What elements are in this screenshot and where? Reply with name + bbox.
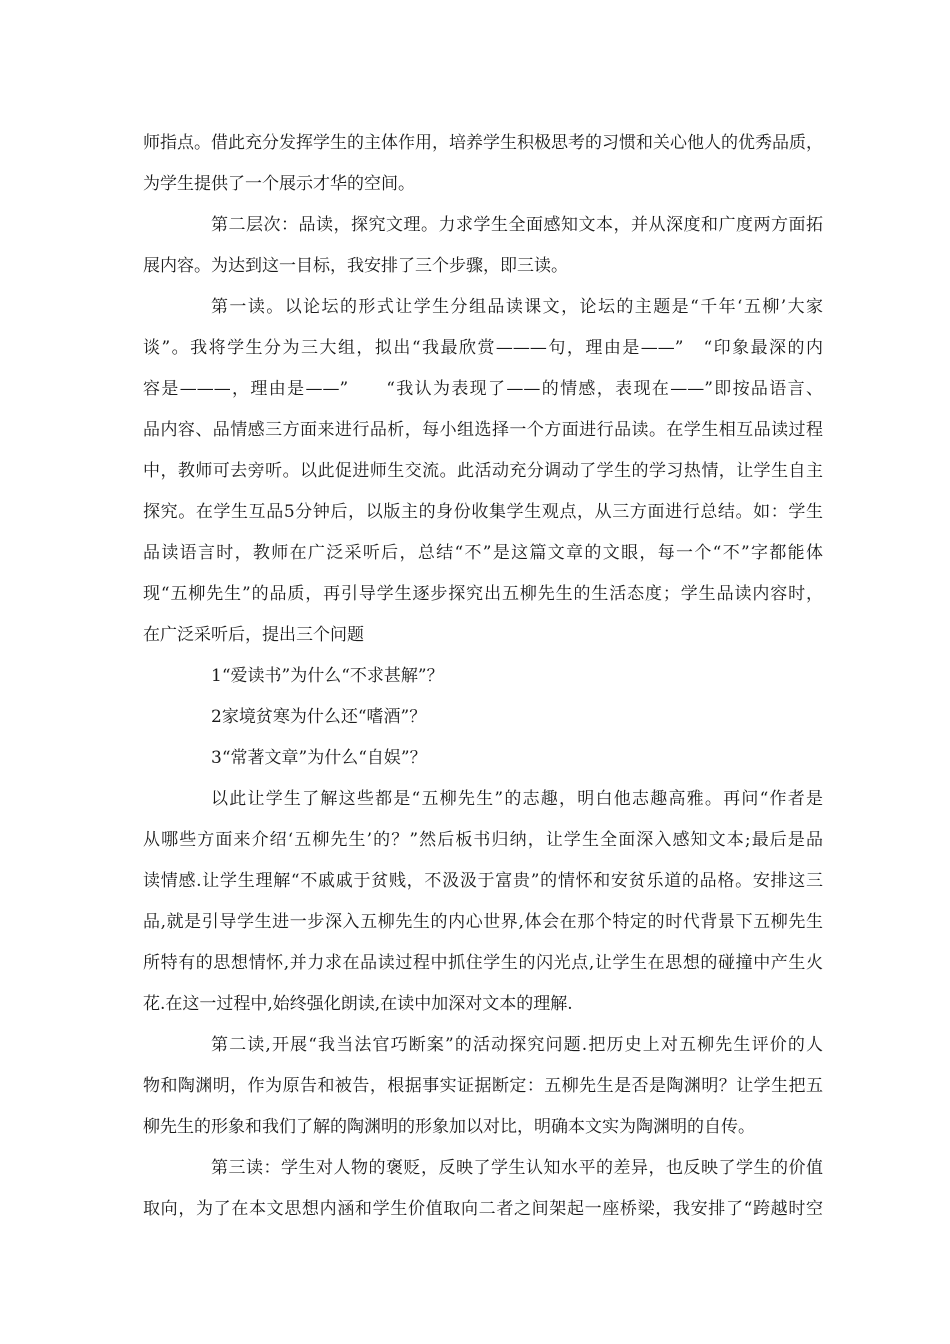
- text-line: 物和陶渊明，作为原告和被告，根据事实证据断定：五柳先生是否是陶渊明？让学生把五: [143, 1076, 823, 1096]
- text-line: 从哪些方面来介绍‘五柳先生’的？”然后板书归纳，让学生全面深入感知文本;最后是品: [143, 830, 823, 850]
- text-line: 第二层次：品读，探究文理。力求学生全面感知文本，并从深度和广度两方面拓: [211, 215, 823, 235]
- text-line: 柳先生的形象和我们了解的陶渊明的形象加以对比，明确本文实为陶渊明的自传。: [143, 1117, 755, 1137]
- text-line: 师指点。借此充分发挥学生的主体作用，培养学生积极思考的习惯和关心他人的优秀品质，: [143, 133, 823, 153]
- text-line: 取向，为了在本文思想内涵和学生价值取向二者之间架起一座桥梁，我安排了“跨越时空: [143, 1199, 823, 1219]
- paragraph-second-level: [143, 205, 823, 287]
- text-line: 1“爱读书”为什么“不求甚解”？: [211, 666, 444, 686]
- paragraph-third-reading: [143, 1148, 823, 1230]
- question-item-3: [143, 738, 823, 779]
- text-line: 容是———，理由是——” “我认为表现了——的情感，表现在——”即按品语言、: [143, 379, 823, 399]
- text-line: 所特有的思想情怀,并力求在品读过程中抓住学生的闪光点,让学生在思想的碰撞中产生火: [143, 953, 823, 973]
- paragraph-reading-emotion: [143, 779, 823, 1025]
- text-line: 第三读：学生对人物的褒贬，反映了学生认知水平的差异，也反映了学生的价值: [211, 1158, 823, 1178]
- document-body: [143, 123, 823, 1230]
- paragraph-continued: [143, 123, 823, 205]
- text-line: 品内容、品情感三方面来进行品析，每小组选择一个方面进行品读。在学生相互品读过程: [143, 420, 823, 440]
- text-line: 品读语言时，教师在广泛采听后，总结“不”是这篇文章的文眼，每一个“不”字都能体: [143, 543, 823, 563]
- text-line: 3“常著文章”为什么“自娱”？: [211, 748, 427, 768]
- text-line: 现“五柳先生”的品质，再引导学生逐步探究出五柳先生的生活态度；学生品读内容时，: [143, 584, 823, 604]
- text-line: 谈”。我将学生分为三大组，拟出“我最欣赏———句，理由是——” “印象最深的内: [143, 338, 823, 358]
- question-item-2: [143, 697, 823, 738]
- text-line: 为学生提供了一个展示才华的空间。: [143, 174, 415, 194]
- text-line: 第二读,开展“我当法官巧断案”的活动探究问题.把历史上对五柳先生评价的人: [211, 1035, 823, 1055]
- text-line: 探究。在学生互品5分钟后，以版主的身份收集学生观点，从三方面进行总结。如：学生: [143, 502, 823, 522]
- text-line: 展内容。为达到这一目标，我安排了三个步骤，即三读。: [143, 256, 568, 276]
- text-line: 在广泛采听后，提出三个问题: [143, 625, 364, 645]
- text-line: 2家境贫寒为什么还“嗜酒”？: [211, 707, 427, 727]
- paragraph-first-reading: [143, 287, 823, 656]
- paragraph-second-reading: [143, 1025, 823, 1148]
- text-line: 品,就是引导学生进一步深入五柳先生的内心世界,体会在那个特定的时代背景下五柳先生: [143, 912, 823, 932]
- text-line: 花.在这一过程中,始终强化朗读,在读中加深对文本的理解.: [143, 994, 573, 1014]
- text-line: 读情感.让学生理解“不戚戚于贫贱，不汲汲于富贵”的情怀和安贫乐道的品格。安排这三: [143, 871, 823, 891]
- text-line: 中，教师可去旁听。以此促进师生交流。此活动充分调动了学生的学习热情，让学生自主: [143, 461, 823, 481]
- text-line: 第一读。以论坛的形式让学生分组品读课文，论坛的主题是“千年‘五柳’大家: [211, 297, 823, 317]
- question-item-1: [143, 656, 823, 697]
- text-line: 以此让学生了解这些都是“五柳先生”的志趣，明白他志趣高雅。再问“作者是: [211, 789, 823, 809]
